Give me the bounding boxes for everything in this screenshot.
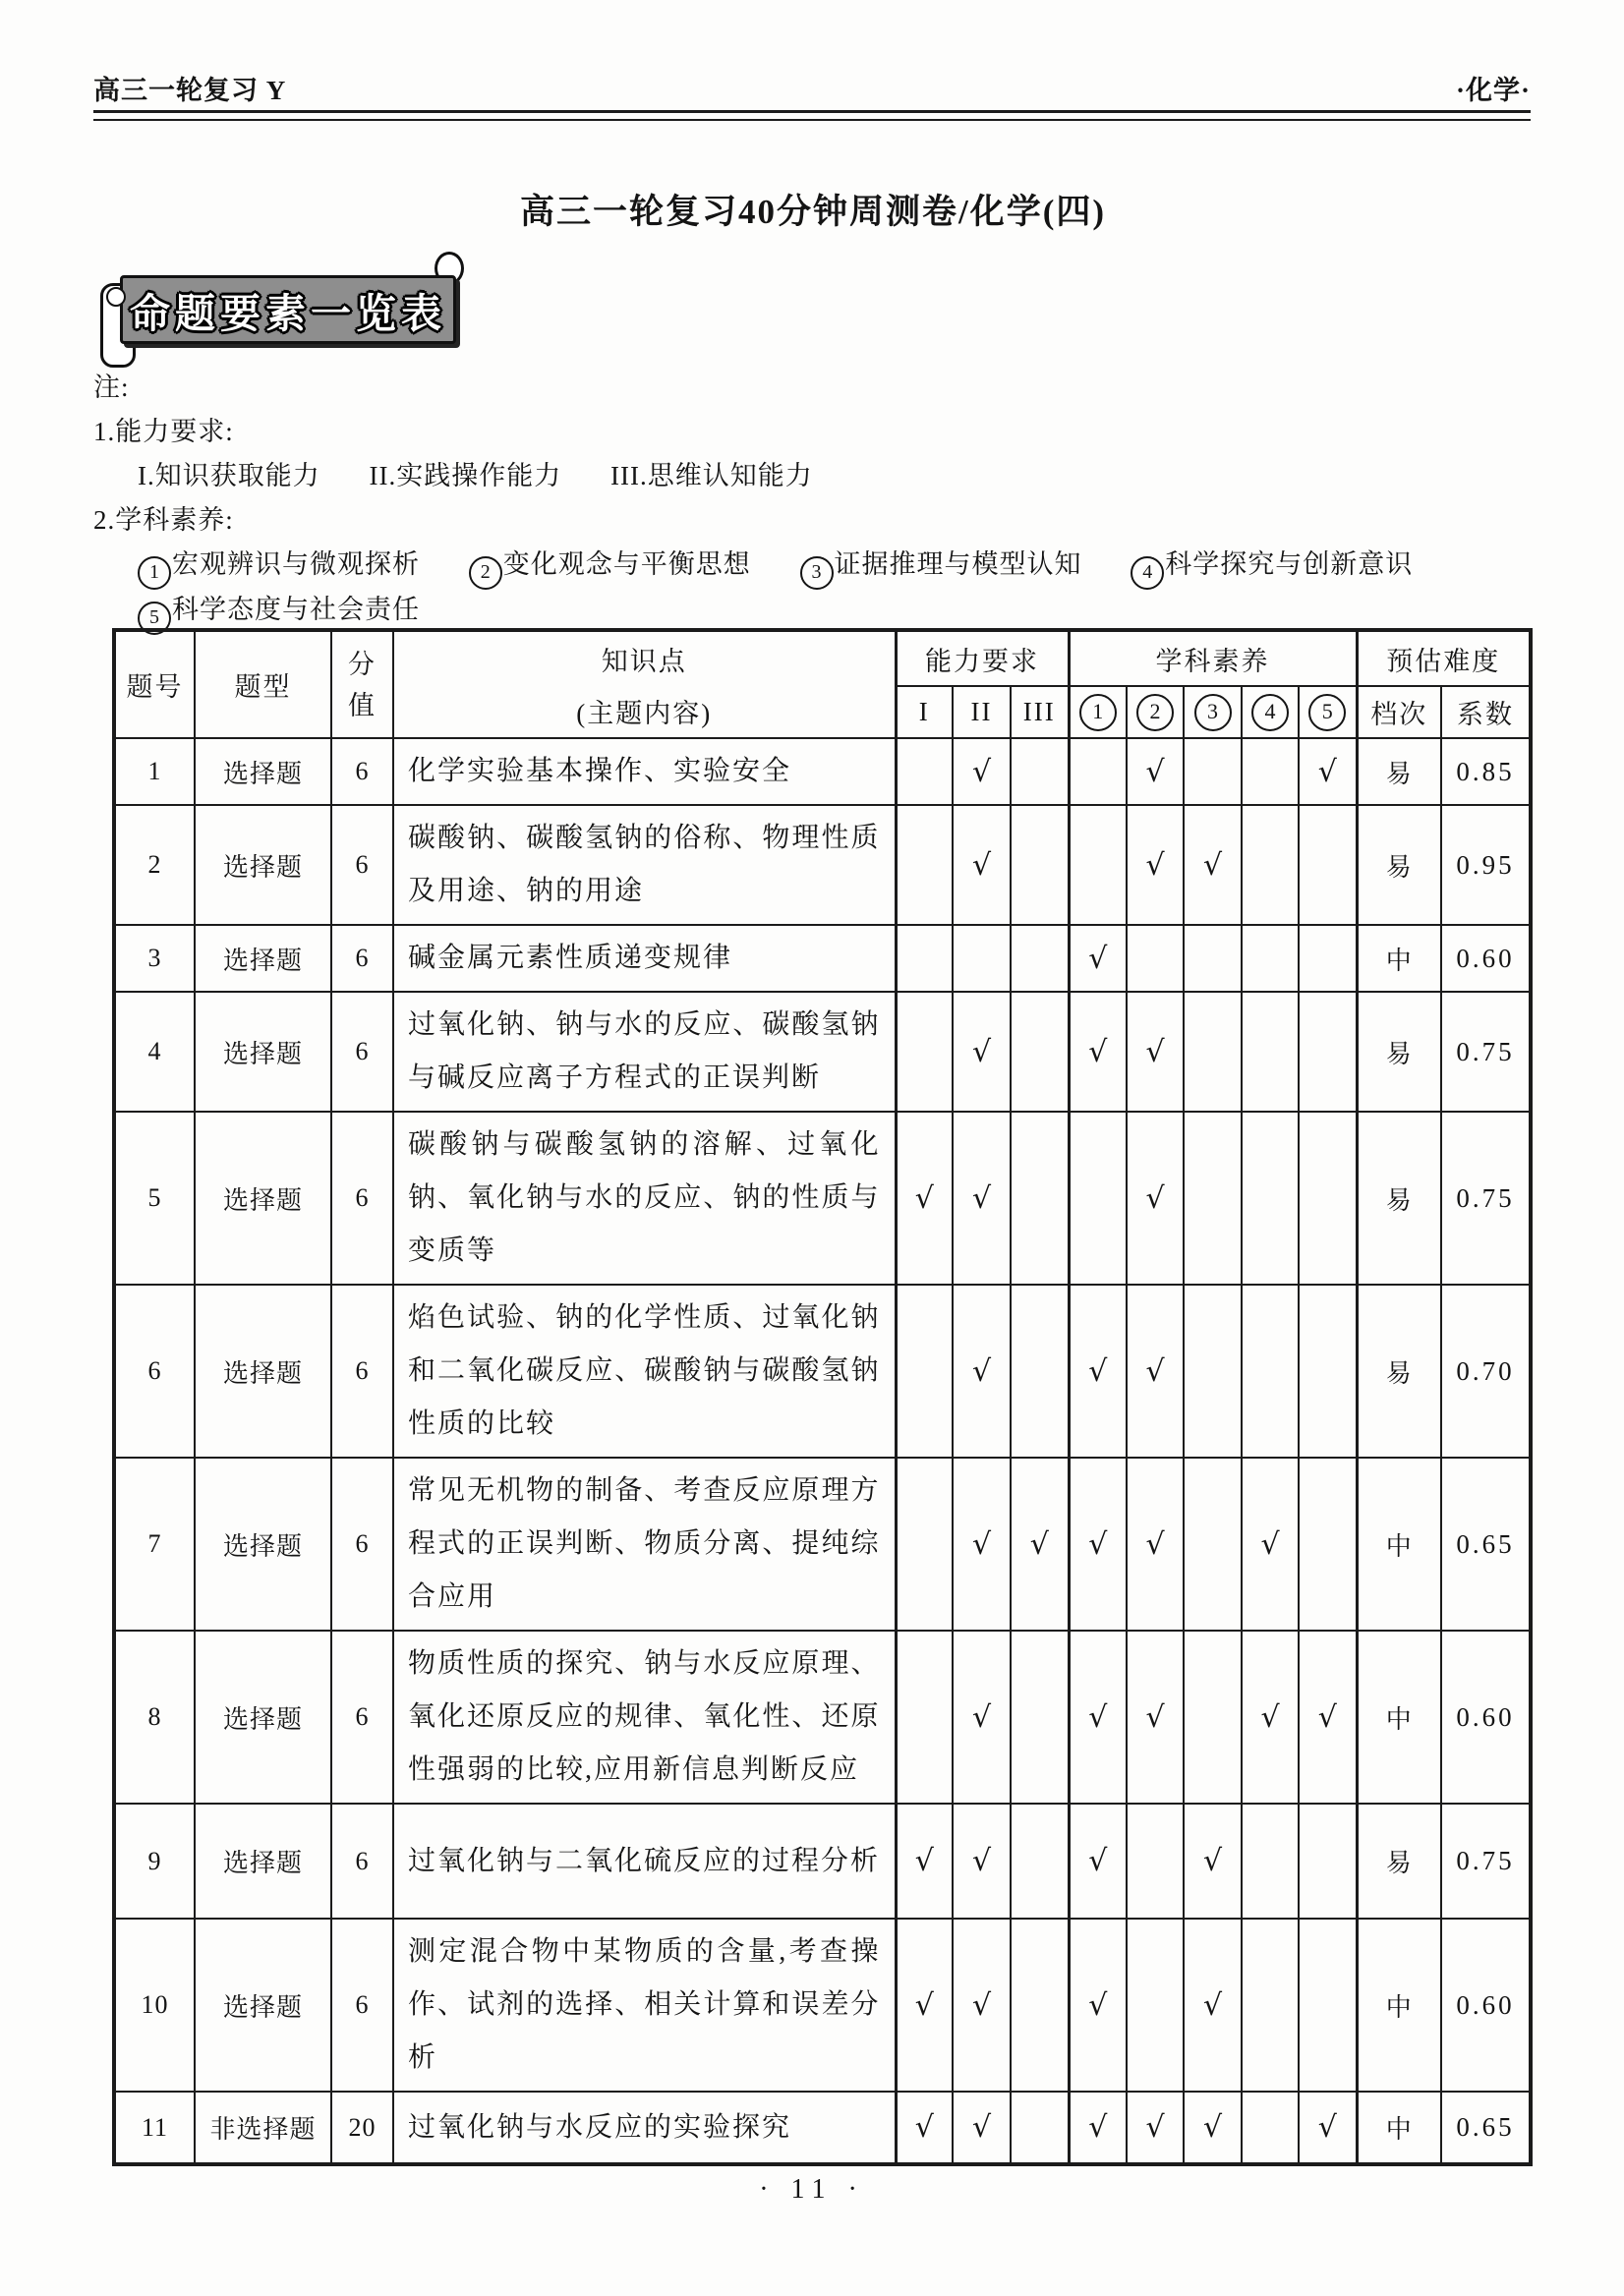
cell-level: 易	[1357, 738, 1441, 805]
cell-question-no: 4	[114, 992, 195, 1112]
cell-ability-II: √	[953, 1458, 1011, 1631]
page-number: · 11 ·	[759, 2174, 865, 2205]
cell-question-type: 选择题	[195, 1631, 331, 1804]
table-row	[114, 1919, 1531, 2092]
notes-item2-title: 2.学科素养:	[93, 505, 234, 535]
cell-question-type: 选择题	[195, 805, 331, 925]
cell-ability-II: √	[953, 738, 1011, 805]
table-row	[114, 992, 1531, 1112]
cell-literacy-4	[1242, 1804, 1299, 1919]
cell-ability-II: √	[953, 2092, 1011, 2164]
literacy-item: 3 证据推理与模型认知	[800, 549, 1082, 579]
cell-ability-I: √	[896, 1804, 953, 1919]
cell-literacy-3	[1184, 1458, 1242, 1631]
cell-coef: 0.60	[1441, 1631, 1531, 1804]
literacy-item: 1 宏观辨识与微观探析	[138, 549, 420, 579]
banner-label: 命题要素一览表	[130, 290, 446, 336]
cell-coef: 0.60	[1441, 925, 1531, 992]
table-row	[114, 738, 1531, 805]
ability-item: III.思维认知能力	[609, 461, 813, 490]
cell-literacy-4	[1242, 738, 1299, 805]
cell-literacy-3: √	[1184, 2092, 1242, 2164]
cell-ability-II: √	[953, 1285, 1011, 1458]
cell-level: 中	[1357, 1631, 1441, 1804]
cell-coef: 0.75	[1441, 992, 1531, 1112]
header-ability-II: II	[953, 686, 1011, 738]
analysis-table	[112, 628, 1533, 2166]
cell-literacy-5	[1299, 1285, 1357, 1458]
cell-literacy-1: √	[1069, 1285, 1127, 1458]
masthead-rule	[93, 110, 1531, 121]
cell-literacy-1: √	[1069, 925, 1127, 992]
cell-literacy-4: √	[1242, 1631, 1299, 1804]
cell-knowledge: 碳酸钠与碳酸氢钠的溶解、过氧化钠、氧化钠与水的反应、钠的性质与变质等	[393, 1112, 896, 1285]
cell-literacy-1: √	[1069, 1804, 1127, 1919]
banner-bar	[120, 275, 456, 344]
banner	[96, 248, 480, 368]
cell-ability-III	[1011, 1804, 1069, 1919]
cell-ability-II: √	[953, 1631, 1011, 1804]
cell-literacy-4	[1242, 805, 1299, 925]
cell-literacy-1: √	[1069, 2092, 1127, 2164]
header-group-ability: 能力要求	[896, 630, 1069, 686]
cell-ability-III	[1011, 805, 1069, 925]
cell-level: 易	[1357, 992, 1441, 1112]
cell-ability-III	[1011, 1285, 1069, 1458]
header-ability-III: III	[1011, 686, 1069, 738]
cell-literacy-5	[1299, 992, 1357, 1112]
cell-coef: 0.85	[1441, 738, 1531, 805]
cell-literacy-3: √	[1184, 1919, 1242, 2092]
cell-score: 6	[331, 925, 393, 992]
cell-literacy-2: √	[1127, 1631, 1184, 1804]
cell-literacy-5: √	[1299, 738, 1357, 805]
circled-number-icon: 1	[138, 556, 171, 590]
cell-level: 易	[1357, 1804, 1441, 1919]
cell-question-no: 1	[114, 738, 195, 805]
table-row	[114, 1458, 1531, 1631]
table-row	[114, 1285, 1531, 1458]
header-literacy-4	[1242, 686, 1299, 738]
table-row	[114, 2092, 1531, 2164]
cell-question-no: 10	[114, 1919, 195, 2092]
cell-literacy-2: √	[1127, 805, 1184, 925]
header-coef: 系数	[1441, 686, 1531, 738]
header-literacy-5	[1299, 686, 1357, 738]
cell-literacy-1: √	[1069, 1631, 1127, 1804]
cell-score: 6	[331, 1919, 393, 2092]
cell-question-no: 3	[114, 925, 195, 992]
cell-question-type: 选择题	[195, 925, 331, 992]
header-ability-I: I	[896, 686, 953, 738]
cell-level: 中	[1357, 925, 1441, 992]
table-row	[114, 805, 1531, 925]
cell-question-no: 11	[114, 2092, 195, 2164]
cell-ability-II: √	[953, 805, 1011, 925]
cell-level: 易	[1357, 1112, 1441, 1285]
cell-ability-III	[1011, 925, 1069, 992]
cell-ability-III	[1011, 1112, 1069, 1285]
cell-knowledge: 碳酸钠、碳酸氢钠的俗称、物理性质及用途、钠的用途	[393, 805, 896, 925]
cell-question-type: 选择题	[195, 738, 331, 805]
header-literacy-1	[1069, 686, 1127, 738]
cell-score: 6	[331, 1631, 393, 1804]
cell-question-no: 6	[114, 1285, 195, 1458]
cell-literacy-5	[1299, 1458, 1357, 1631]
cell-score: 6	[331, 1112, 393, 1285]
cell-ability-I: √	[896, 2092, 953, 2164]
cell-ability-III: √	[1011, 1458, 1069, 1631]
circled-number-icon: 4	[1131, 556, 1164, 590]
cell-coef: 0.75	[1441, 1804, 1531, 1919]
circled-number-icon: 1	[1079, 694, 1117, 731]
cell-level: 中	[1357, 2092, 1441, 2164]
cell-literacy-3	[1184, 1285, 1242, 1458]
cell-literacy-4	[1242, 2092, 1299, 2164]
cell-literacy-2: √	[1127, 1112, 1184, 1285]
cell-literacy-4	[1242, 992, 1299, 1112]
cell-question-type: 选择题	[195, 992, 331, 1112]
cell-question-type: 选择题	[195, 1112, 331, 1285]
header-literacy-2	[1127, 686, 1184, 738]
circled-number-icon: 4	[1251, 694, 1289, 731]
cell-ability-III	[1011, 992, 1069, 1112]
cell-score: 6	[331, 1804, 393, 1919]
masthead-left: 高三一轮复习 Y	[93, 76, 287, 105]
cell-literacy-2: √	[1127, 738, 1184, 805]
header-group-literacy: 学科素养	[1069, 630, 1357, 686]
cell-literacy-3	[1184, 1112, 1242, 1285]
cell-ability-II: √	[953, 992, 1011, 1112]
notes-literacy-list-line1	[138, 543, 1413, 590]
circled-number-icon: 5	[1308, 694, 1346, 731]
header-question-no: 题号	[114, 630, 195, 738]
cell-question-no: 9	[114, 1804, 195, 1919]
cell-literacy-5: √	[1299, 1631, 1357, 1804]
cell-question-type: 选择题	[195, 1804, 331, 1919]
cell-knowledge: 测定混合物中某物质的含量,考查操作、试剂的选择、相关计算和误差分析	[393, 1919, 896, 2092]
cell-score: 6	[331, 992, 393, 1112]
cell-literacy-3	[1184, 925, 1242, 992]
header-score: 分 值	[331, 630, 393, 738]
cell-score: 20	[331, 2092, 393, 2164]
cell-ability-I	[896, 1458, 953, 1631]
cell-ability-I	[896, 992, 953, 1112]
cell-knowledge: 常见无机物的制备、考查反应原理方程式的正误判断、物质分离、提纯综合应用	[393, 1458, 896, 1631]
cell-literacy-4: √	[1242, 1458, 1299, 1631]
cell-literacy-5	[1299, 805, 1357, 925]
cell-level: 易	[1357, 805, 1441, 925]
cell-literacy-4	[1242, 1285, 1299, 1458]
header-question-type: 题型	[195, 630, 331, 738]
cell-ability-III	[1011, 1631, 1069, 1804]
cell-score: 6	[331, 805, 393, 925]
cell-level: 易	[1357, 1285, 1441, 1458]
cell-ability-II: √	[953, 1804, 1011, 1919]
cell-literacy-1	[1069, 738, 1127, 805]
cell-ability-I	[896, 1285, 953, 1458]
circled-number-icon: 5	[138, 602, 171, 635]
cell-literacy-3	[1184, 1631, 1242, 1804]
cell-ability-I: √	[896, 1919, 953, 2092]
cell-ability-I	[896, 805, 953, 925]
cell-knowledge: 物质性质的探究、钠与水反应原理、氧化还原反应的规律、氧化性、还原性强弱的比较,应用新信息判断反应	[393, 1631, 896, 1804]
cell-literacy-5	[1299, 1919, 1357, 2092]
notes-item1-title: 1.能力要求:	[93, 417, 234, 446]
cell-ability-I	[896, 738, 953, 805]
header-literacy-3	[1184, 686, 1242, 738]
cell-literacy-1: √	[1069, 992, 1127, 1112]
cell-ability-III	[1011, 1919, 1069, 2092]
cell-literacy-3: √	[1184, 805, 1242, 925]
cell-literacy-5	[1299, 1804, 1357, 1919]
header-knowledge: 知识点 (主题内容)	[393, 630, 896, 738]
cell-literacy-2: √	[1127, 2092, 1184, 2164]
cell-knowledge: 化学实验基本操作、实验安全	[393, 738, 896, 805]
cell-literacy-2: √	[1127, 992, 1184, 1112]
cell-question-type: 选择题	[195, 1919, 331, 2092]
cell-knowledge: 碱金属元素性质递变规律	[393, 925, 896, 992]
circled-number-icon: 2	[469, 556, 502, 590]
cell-score: 6	[331, 1458, 393, 1631]
cell-literacy-4	[1242, 925, 1299, 992]
cell-coef: 0.60	[1441, 1919, 1531, 2092]
cell-literacy-2: √	[1127, 1458, 1184, 1631]
table-row	[114, 1112, 1531, 1285]
literacy-item: 2 变化观念与平衡思想	[469, 549, 751, 579]
literacy-item: 5 科学态度与社会责任	[138, 595, 420, 624]
cell-ability-III	[1011, 738, 1069, 805]
cell-coef: 0.70	[1441, 1285, 1531, 1458]
cell-ability-II: √	[953, 1919, 1011, 2092]
cell-knowledge: 焰色试验、钠的化学性质、过氧化钠和二氧化碳反应、碳酸钠与碳酸氢钠性质的比较	[393, 1285, 896, 1458]
cell-knowledge: 过氧化钠与二氧化硫反应的过程分析	[393, 1804, 896, 1919]
cell-ability-II	[953, 925, 1011, 992]
ability-item: II.实践操作能力	[369, 461, 562, 490]
cell-question-no: 5	[114, 1112, 195, 1285]
cell-question-no: 2	[114, 805, 195, 925]
table-row	[114, 1804, 1531, 1919]
cell-coef: 0.75	[1441, 1112, 1531, 1285]
cell-literacy-1	[1069, 1112, 1127, 1285]
table-row	[114, 1631, 1531, 1804]
cell-literacy-4	[1242, 1112, 1299, 1285]
notes-label: 注:	[93, 373, 130, 402]
notes-ability-list	[138, 454, 813, 492]
cell-ability-I: √	[896, 1112, 953, 1285]
cell-coef: 0.95	[1441, 805, 1531, 925]
cell-literacy-5	[1299, 1112, 1357, 1285]
cell-literacy-2	[1127, 925, 1184, 992]
cell-question-no: 8	[114, 1631, 195, 1804]
cell-literacy-5	[1299, 925, 1357, 992]
page-title: 高三一轮复习40分钟周测卷/化学(四)	[519, 193, 1107, 231]
header-level: 档次	[1357, 686, 1441, 738]
cell-coef: 0.65	[1441, 1458, 1531, 1631]
cell-literacy-1: √	[1069, 1919, 1127, 2092]
cell-ability-III	[1011, 2092, 1069, 2164]
table-header-row-1	[114, 630, 1531, 686]
cell-literacy-1: √	[1069, 1458, 1127, 1631]
cell-level: 中	[1357, 1458, 1441, 1631]
cell-knowledge: 过氧化钠与水反应的实验探究	[393, 2092, 896, 2164]
cell-literacy-2	[1127, 1804, 1184, 1919]
cell-score: 6	[331, 738, 393, 805]
masthead-right: ·化学·	[1455, 76, 1531, 105]
cell-literacy-4	[1242, 1919, 1299, 2092]
cell-score: 6	[331, 1285, 393, 1458]
table-row	[114, 925, 1531, 992]
cell-question-type: 选择题	[195, 1285, 331, 1458]
cell-literacy-3	[1184, 992, 1242, 1112]
cell-knowledge: 过氧化钠、钠与水的反应、碳酸氢钠与碱反应离子方程式的正误判断	[393, 992, 896, 1112]
circled-number-icon: 3	[800, 556, 834, 590]
cell-literacy-1	[1069, 805, 1127, 925]
cell-literacy-3: √	[1184, 1804, 1242, 1919]
cell-literacy-2: √	[1127, 1285, 1184, 1458]
banner-scroll-left-knot	[106, 287, 126, 307]
circled-number-icon: 2	[1136, 694, 1174, 731]
ability-item: I.知识获取能力	[138, 461, 320, 490]
cell-level: 中	[1357, 1919, 1441, 2092]
cell-literacy-2	[1127, 1919, 1184, 2092]
cell-ability-II: √	[953, 1112, 1011, 1285]
header-group-difficulty: 预估难度	[1357, 630, 1531, 686]
cell-question-no: 7	[114, 1458, 195, 1631]
cell-question-type: 选择题	[195, 1458, 331, 1631]
cell-ability-I	[896, 925, 953, 992]
cell-literacy-3	[1184, 738, 1242, 805]
literacy-item: 4 科学探究与创新意识	[1131, 549, 1413, 579]
cell-ability-I	[896, 1631, 953, 1804]
cell-question-type: 非选择题	[195, 2092, 331, 2164]
cell-coef: 0.65	[1441, 2092, 1531, 2164]
circled-number-icon: 3	[1194, 694, 1232, 731]
cell-literacy-5: √	[1299, 2092, 1357, 2164]
